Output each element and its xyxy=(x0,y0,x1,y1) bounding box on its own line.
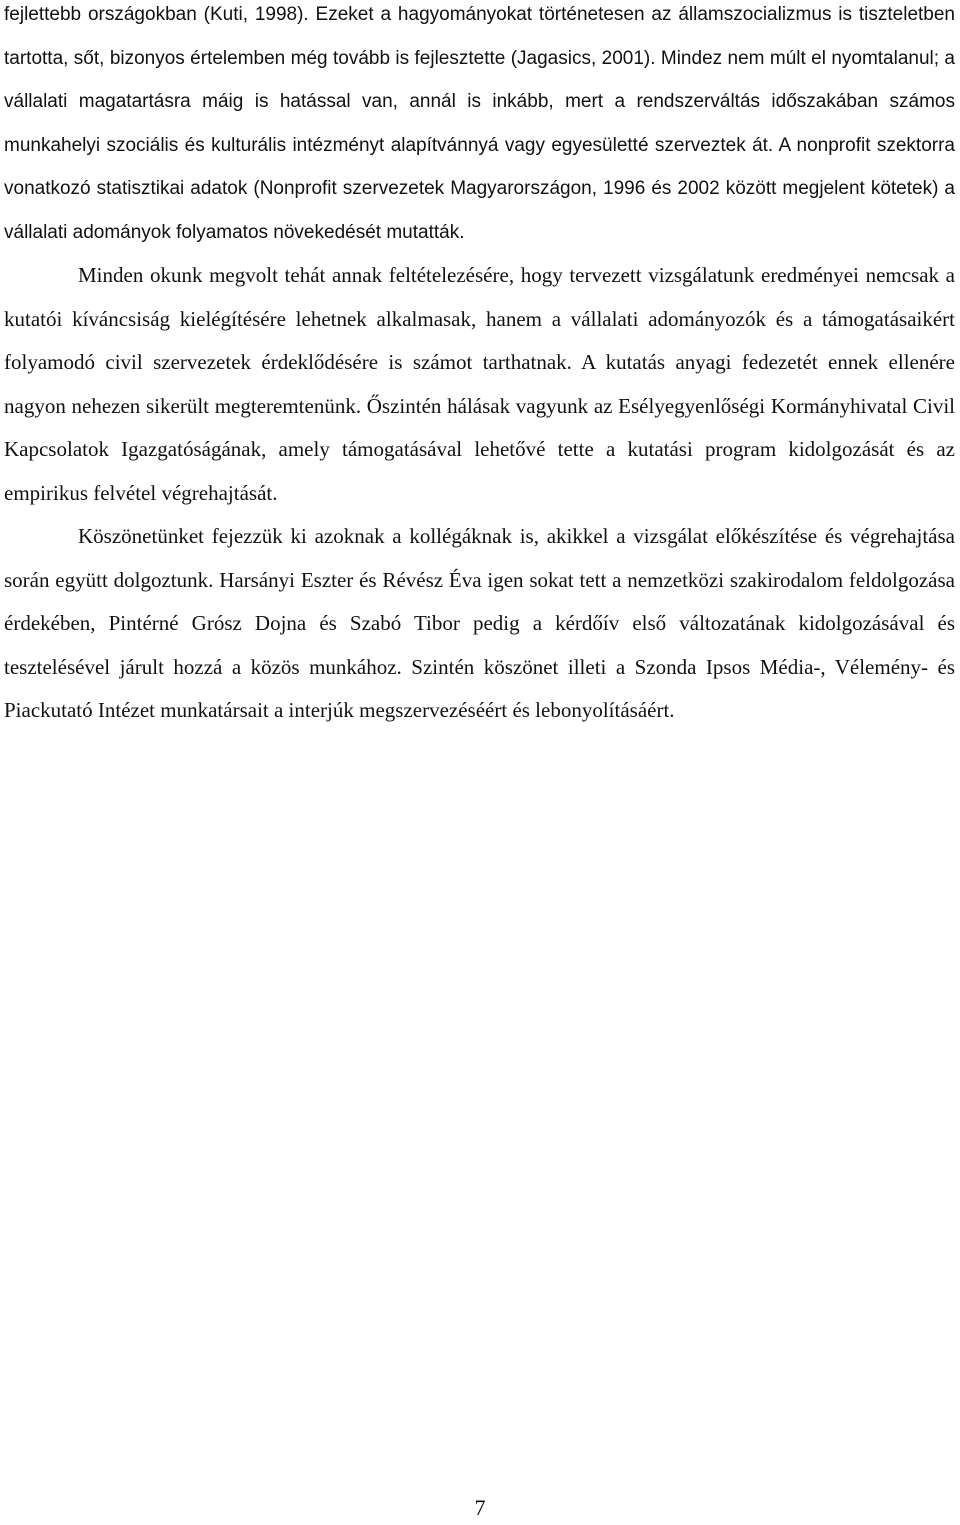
page-number: 7 xyxy=(474,1495,486,1520)
paragraph-2: Minden okunk megvolt tehát annak feltételezésére, hogy tervezett vizsgálatunk eredményei nemcsak a kutatói kíváncsiság kielégítésére lehetnek alkalmasak, hanem a vállalati adományozók és a támogatásaikért folyamodó civil szervezetek érdeklődésére is számot tarthatnak. A kutatás anyagi fedezetét ennek ellenére nagyon nehezen sikerült megteremtenünk. Őszintén hálásak vagyunk az Esélyegyenlőségi Kormányhivatal Civil Kapcsolatok Igazgatóságának, amely támogatásával lehetővé tette a kutatási program kidolgozását és az empirikus felvétel végrehajtását. xyxy=(4,263,955,505)
paragraph-3: Köszönetünket fejezzük ki azoknak a kollégáknak is, akikkel a vizsgálat előkészítése és végrehajtása során együtt dolgoztunk. Harsányi Eszter és Révész Éva igen sokat tett a nemzetközi szakirodalom feldolgozása érdekében, Pintérné Grósz Dojna és Szabó Tibor pedig a kérdőív első változatának kidolgozásával és tesztelésével járult hozzá a közös munkához. Szintén köszönet illeti a Szonda Ipsos Média-, Vélemény- és Piackutató Intézet munkatársait a interjúk megszervezéséért és lebonyolításáért. xyxy=(4,524,955,722)
body-text xyxy=(4,0,955,733)
paragraph-1: fejlettebb országokban (Kuti, 1998). Ezeket a hagyományokat történetesen az államszocializmus is tiszteletben tartotta, sőt, bizonyos értelemben még tovább is fejlesztette (Jagasics, 2001). Mindez nem múlt el nyomtalanul; a vállalati magatartásra máig is hatással van, annál is inkább, mert a rendszerváltás időszakában számos munkahelyi szociális és kulturális intézményt alapítvánnyá vagy egyesületté szerveztek át. A nonprofit szektorra vonatkozó statisztikai adatok (Nonprofit szervezetek Magyarországon, 1996 és 2002 között megjelent kötetek) a vállalati adományok folyamatos növekedését mutatták. xyxy=(4,4,955,243)
